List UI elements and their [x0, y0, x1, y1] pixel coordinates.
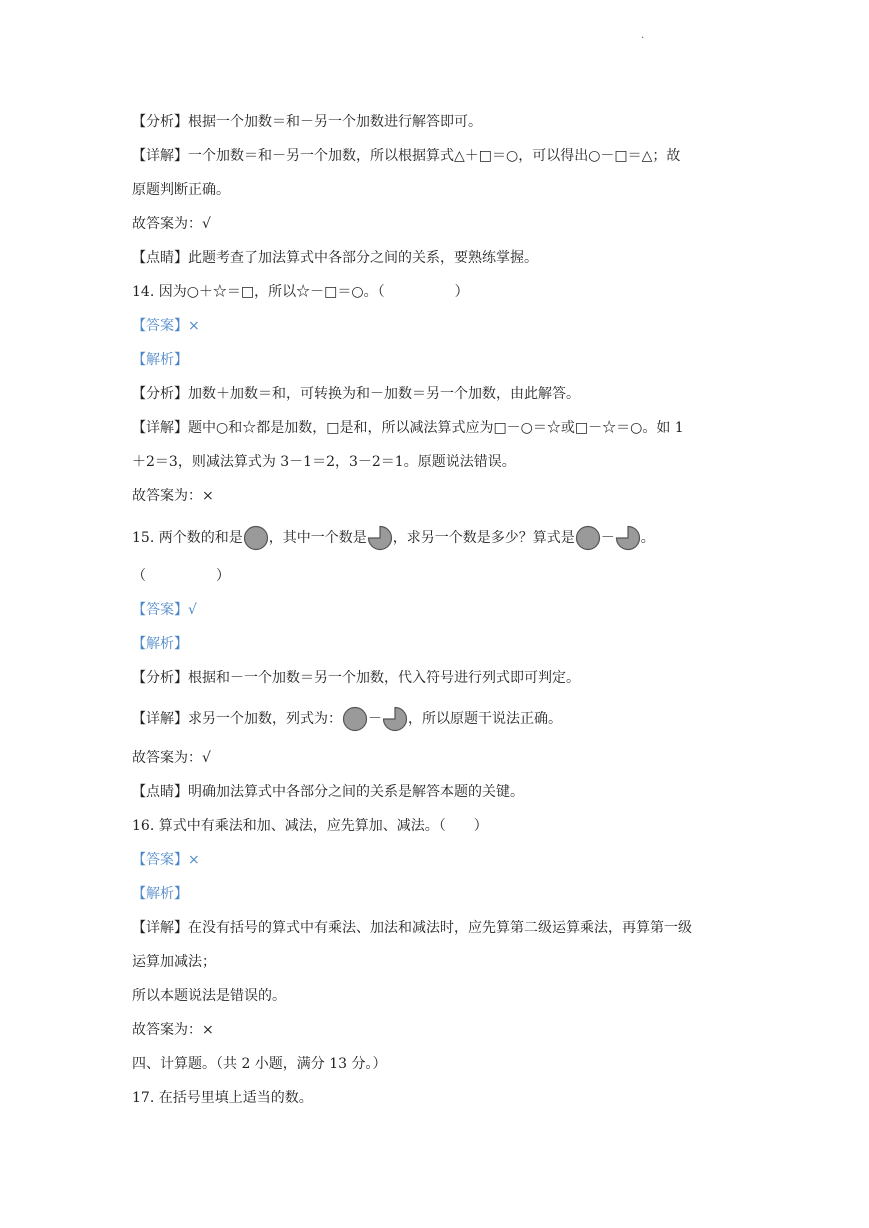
full-circle-icon [243, 525, 269, 551]
question-15-part1: 15. 两个数的和是 [132, 530, 243, 546]
section-heading-calculation: 四、计算题。（共 2 小题，满分 13 分。） [132, 1056, 387, 1072]
minus-sign: － [368, 711, 382, 727]
answer-conclusion-13: 故答案为：√ [132, 216, 211, 232]
minus-sign: － [600, 530, 615, 546]
answer-label-15: 【答案】√ [132, 602, 197, 618]
detail-15-part1: 【详解】求另一个加数，列式为： [132, 711, 342, 727]
analysis-13: 【分析】根据一个加数＝和－另一个加数进行解答即可。 [132, 114, 482, 130]
comment-13: 【点睛】此题考查了加法算式中各部分之间的关系，要熟练掌握。 [132, 250, 538, 266]
question-14: 14. 因为○＋☆＝□，所以☆－□＝○。（ ） [132, 284, 469, 300]
three-quarter-circle-icon [382, 706, 408, 732]
answer-conclusion-16: 故答案为：× [132, 1022, 214, 1038]
analysis-15: 【分析】根据和－一个加数＝另一个加数，代入符号进行列式即可判定。 [132, 670, 580, 686]
full-circle-icon [575, 525, 601, 551]
answer-label-14: 【答案】× [132, 318, 200, 334]
question-15 [132, 524, 655, 552]
detail-15-part2: ，所以原题干说法正确。 [408, 711, 562, 727]
detail-16-line1: 【详解】在没有括号的算式中有乘法、加法和减法时，应先算第二级运算乘法，再算第一级 [132, 920, 692, 936]
solution-label-15: 【解析】 [132, 636, 188, 652]
detail-15 [132, 705, 562, 733]
detail-14-line2: ＋2＝3，则减法算式为 3－1＝2，3－2＝1。原题说法错误。 [132, 454, 516, 470]
detail-13-line2: 原题判断正确。 [132, 182, 230, 198]
comment-15: 【点睛】明确加法算式中各部分之间的关系是解答本题的关键。 [132, 784, 524, 800]
full-circle-icon [342, 706, 368, 732]
question-15-end: 。 [640, 530, 655, 546]
solution-label-16: 【解析】 [132, 886, 188, 902]
question-16: 16. 算式中有乘法和加、减法，应先算加、减法。（ ） [132, 818, 488, 834]
three-quarter-circle-icon [615, 525, 641, 551]
question-17: 17. 在括号里填上适当的数。 [132, 1090, 313, 1106]
answer-conclusion-14: 故答案为：× [132, 488, 214, 504]
detail-14-line1: 【详解】题中○和☆都是加数，□是和，所以减法算式应为□－○＝☆或□－☆＝○。如 1 [132, 420, 684, 436]
question-15-part2: ，其中一个数是 [268, 530, 367, 546]
question-15-part3: ，求另一个数是多少？算式是 [392, 530, 575, 546]
answer-conclusion-15: 故答案为：√ [132, 750, 211, 766]
detail-16-line2: 运算加减法； [132, 954, 216, 970]
detail-13-line1: 【详解】一个加数＝和－另一个加数，所以根据算式△＋□＝○，可以得出○－□＝△；故 [132, 148, 681, 164]
analysis-14: 【分析】加数＋加数＝和，可转换为和－加数＝另一个加数，由此解答。 [132, 386, 580, 402]
solution-label-14: 【解析】 [132, 352, 188, 368]
detail-16-line3: 所以本题说法是错误的。 [132, 988, 286, 1004]
answer-blank-15: （ ） [132, 568, 230, 584]
three-quarter-circle-icon [367, 525, 393, 551]
header-dot: . [641, 30, 645, 41]
answer-label-16: 【答案】× [132, 852, 200, 868]
